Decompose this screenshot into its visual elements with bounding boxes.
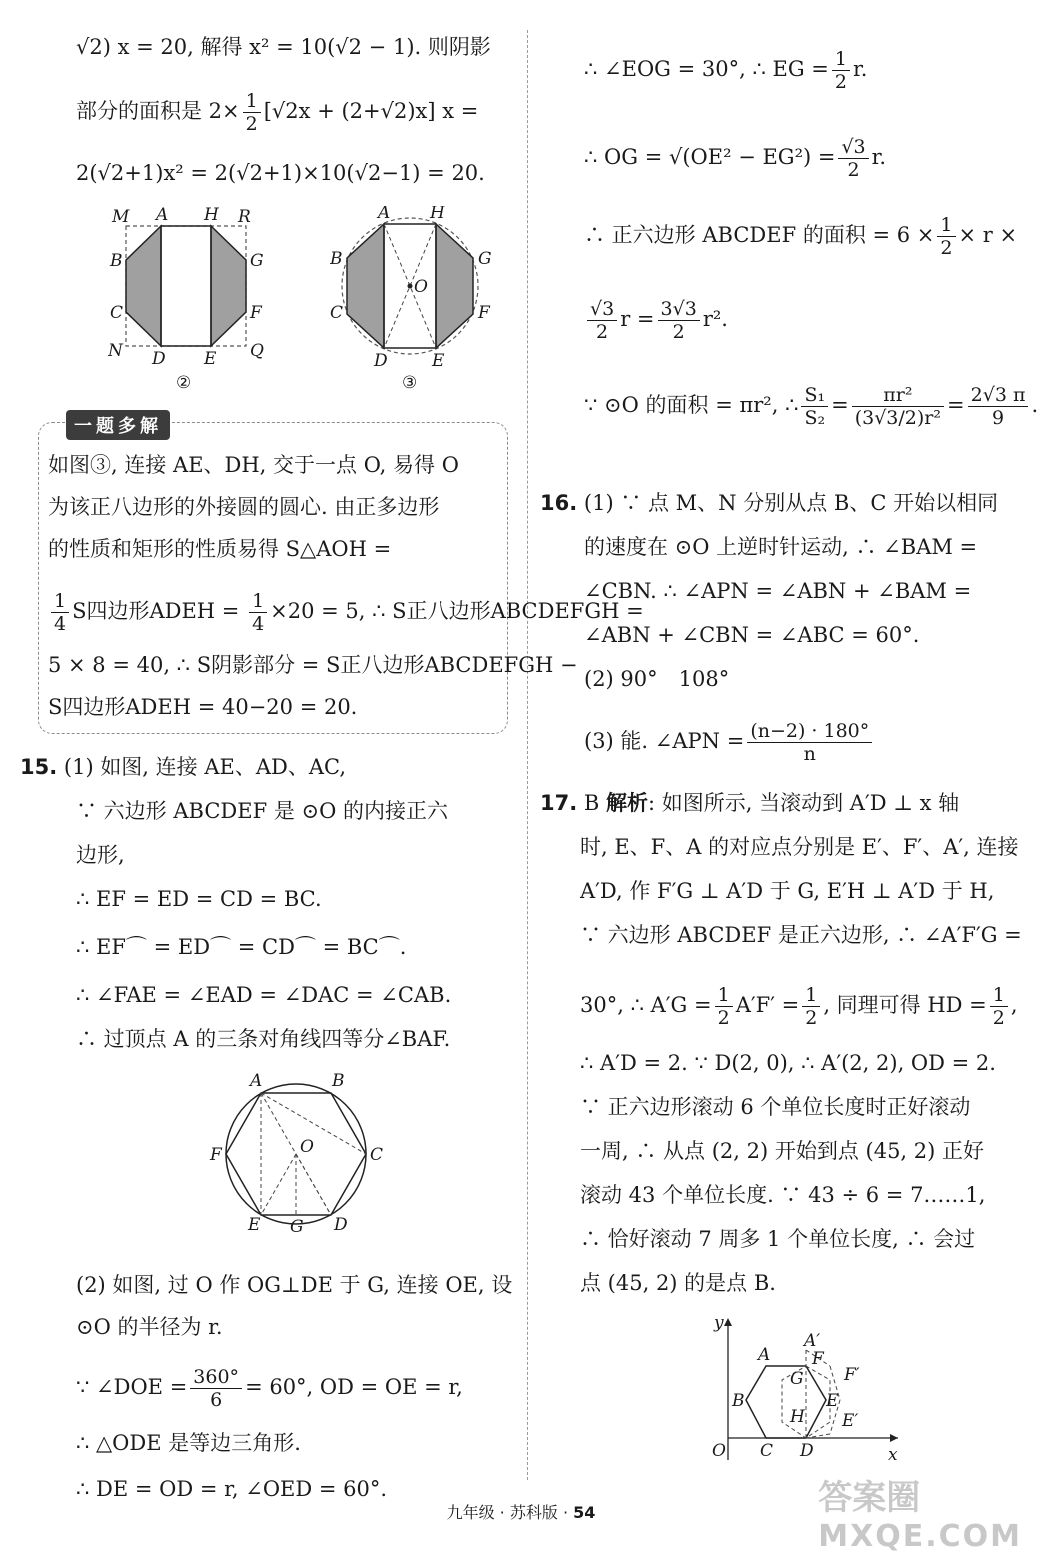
vertex-label: E — [826, 1391, 839, 1411]
text-line: ∴ △ODE 是等边三角形. — [76, 1431, 301, 1455]
text-line: ∴ OG = √(OE² − EG²) = $\frac{√3}{2}$ r. — [584, 136, 887, 181]
text-line: ∵ 六边形 ABCDEF 是 ⊙O 的内接正六 — [76, 799, 448, 823]
figure-hexagon-circle — [208, 1072, 388, 1232]
text-line: 的速度在 ⊙O 上逆时针运动, ∴ ∠BAM = — [584, 535, 978, 559]
text-line: 部分的面积是 2× $\frac{1}{2}$ [√2x + (2+√2)x] x = — [76, 90, 479, 135]
vertex-label: E — [432, 351, 445, 371]
vertex-label: B — [330, 249, 343, 269]
vertex-label: O — [300, 1137, 314, 1157]
text-line: ∴ 过顶点 A 的三条对角线四等分∠BAF. — [76, 1027, 451, 1051]
text-line: S四边形ADEH = 40−20 = 20. — [48, 695, 358, 719]
vertex-label: B — [110, 251, 123, 271]
text-line: ∵ 正六边形滚动 6 个单位长度时正好滚动 — [580, 1095, 971, 1119]
text-line: 30°, ∴ A′G = $\frac{1}{2}$ A′F′ = $\frac{1}{2}$ , 同理可得 HD = $\frac{1}{2}$ , — [580, 984, 1018, 1029]
question-17: 17. B 解析: 如图所示, 当滚动到 A′D ⊥ x 轴 — [540, 791, 960, 815]
figure-caption: ② — [176, 373, 192, 391]
vertex-label: E′ — [842, 1411, 859, 1431]
text-line: ∴ EF = ED = CD = BC. — [76, 887, 322, 911]
vertex-label: D — [152, 349, 166, 369]
vertex-label: F′ — [844, 1365, 860, 1385]
text-line: ∴ A′D = 2. ∵ D(2, 0), ∴ A′(2, 2), OD = 2. — [580, 1051, 996, 1075]
axis-label: y — [714, 1313, 724, 1333]
text-line: ∴ DE = OD = r, ∠OED = 60°. — [76, 1477, 388, 1501]
axis-label: O — [712, 1441, 726, 1461]
vertex-label: M — [112, 207, 130, 227]
vertex-label: D — [374, 351, 388, 371]
text-line: 的性质和矩形的性质易得 S△AOH = — [48, 537, 392, 561]
vertex-label: R — [238, 207, 251, 227]
vertex-label: D — [334, 1215, 348, 1232]
vertex-label: F — [478, 303, 490, 323]
text-line: A′D, 作 F′G ⊥ A′D 于 G, E′H ⊥ A′D 于 H, — [580, 879, 995, 903]
text-line: 时, E、F、A 的对应点分别是 E′、F′、A′, 连接 — [580, 835, 1019, 859]
vertex-label: C — [760, 1441, 774, 1461]
text-line: 边形, — [76, 843, 125, 867]
vertex-label: F — [812, 1349, 824, 1369]
text-line: ∴ 正六边形 ABCDEF 的面积 = 6 × $\frac{1}{2}$ × r × — [584, 214, 1018, 259]
vertex-label: A′ — [804, 1331, 821, 1351]
text-line: $\frac{1}{4}$ S四边形ADEH = $\frac{1}{4}$ ×20 = 5, ∴ S正八边形ABCDEFGH = — [48, 590, 644, 635]
text-line: ∴ ∠EOG = 30°, ∴ EG = $\frac{1}{2}$ r. — [584, 48, 868, 93]
text-line: √2) x = 20, 解得 x² = 10(√2 − 1). 则阴影 — [76, 35, 491, 59]
vertex-label: A — [156, 206, 169, 225]
text-line: ∠CBN. ∴ ∠APN = ∠ABN + ∠BAM = — [584, 579, 972, 603]
text-line: ∵ 六边形 ABCDEF 是正六边形, ∴ ∠A′F′G = — [580, 923, 1022, 947]
answer-choice: B — [583, 791, 600, 815]
text-line: 点 (45, 2) 的是点 B. — [580, 1271, 776, 1295]
text-line: 一周, ∴ 从点 (2, 2) 开始到点 (45, 2) 正好 — [580, 1139, 985, 1163]
vertex-label: H — [790, 1407, 805, 1427]
text-line: ⊙O 的半径为 r. — [76, 1315, 223, 1339]
text-line: 为该正八边形的外接圆的圆心. 由正多边形 — [48, 495, 440, 519]
alternate-solution-badge: 一题多解 — [66, 410, 170, 440]
vertex-label: N — [108, 341, 123, 361]
figure-octagon-rectangle — [108, 206, 268, 391]
vertex-label: F — [250, 303, 262, 323]
text-line: (3) 能. ∠APN = $\frac{(n-2) \cdot 180^\circ}{n}$ — [584, 720, 875, 765]
vertex-label: G — [290, 1217, 304, 1232]
column-divider — [527, 30, 528, 1480]
question-number: 17. — [540, 791, 578, 815]
question-16: 16. (1) ∵ 点 M、N 分别从点 B、C 开始以相同 — [540, 491, 999, 515]
text-line: ∴ 恰好滚动 7 周多 1 个单位长度, ∴ 会过 — [580, 1227, 976, 1251]
vertex-label: B — [332, 1072, 345, 1091]
vertex-label: A — [378, 206, 391, 223]
vertex-label: G — [250, 251, 264, 271]
figure-octagon-circle — [330, 206, 500, 391]
vertex-label: Q — [250, 341, 264, 361]
axis-label: x — [888, 1445, 898, 1465]
vertex-label: D — [800, 1441, 814, 1461]
text-line: (2) 90° 108° — [584, 667, 730, 691]
figure-rolling-hexagon — [678, 1310, 908, 1470]
vertex-label: C — [370, 1145, 384, 1165]
text-line: 5 × 8 = 40, ∴ S阴影部分 = S正八边形ABCDEFGH − — [48, 653, 578, 677]
vertex-label: G — [478, 249, 492, 269]
text-line: (2) 如图, 过 O 作 OG⊥DE 于 G, 连接 OE, 设 — [76, 1273, 513, 1297]
vertex-label: C — [330, 303, 344, 323]
text-line: ∵ ⊙O 的面积 = πr², ∴ $\frac{\text{S₁}}{\text{S₂}}$ = $\frac{\text{πr²}}{\text{(3√3/2)r²}}$ = $\frac{2√3 \pi}{9}$ . — [584, 384, 1039, 429]
question-15: 15. (1) 如图, 连接 AE、AD、AC, — [20, 755, 346, 779]
vertex-label: G — [790, 1369, 804, 1389]
vertex-label: E — [248, 1215, 261, 1232]
text-line: ∠ABN + ∠CBN = ∠ABC = 60°. — [584, 623, 920, 647]
watermark-logo: 答案圈 MXQE.COM — [818, 1478, 1022, 1554]
text-line: 2(√2+1)x² = 2(√2+1)×10(√2−1) = 20. — [76, 161, 485, 185]
figure-caption: ③ — [402, 373, 418, 391]
vertex-label: O — [414, 277, 428, 297]
text-line: ∴ EF⌒ = ED⌒ = CD⌒ = BC⌒. — [76, 935, 407, 959]
vertex-label: A — [758, 1345, 771, 1365]
vertex-label: B — [732, 1391, 745, 1411]
vertex-label: F — [210, 1145, 222, 1165]
text-line: ∵ ∠DOE = $\frac{360^\circ}{6}$ = 60°, OD = OE = r, — [76, 1366, 463, 1411]
vertex-label: H — [204, 206, 219, 225]
page-number: 54 — [573, 1503, 596, 1522]
text-line: 滚动 43 个单位长度. ∵ 43 ÷ 6 = 7……1, — [580, 1183, 986, 1207]
footer-text: 九年级 · 苏科版 · — [446, 1503, 569, 1522]
text-line: ∴ ∠FAE = ∠EAD = ∠DAC = ∠CAB. — [76, 983, 452, 1007]
question-number: 15. — [20, 755, 58, 779]
vertex-label: H — [430, 206, 445, 223]
text-line: $\frac{√3}{2}$ r = $\frac{3√3}{2}$ r². — [584, 298, 728, 343]
text-line: 如图③, 连接 AE、DH, 交于一点 O, 易得 O — [48, 453, 459, 477]
analysis-tag: 解析 — [606, 791, 649, 815]
vertex-label: E — [204, 349, 217, 369]
vertex-label: A — [250, 1072, 263, 1091]
vertex-label: C — [110, 303, 124, 323]
question-number: 16. — [540, 491, 578, 515]
